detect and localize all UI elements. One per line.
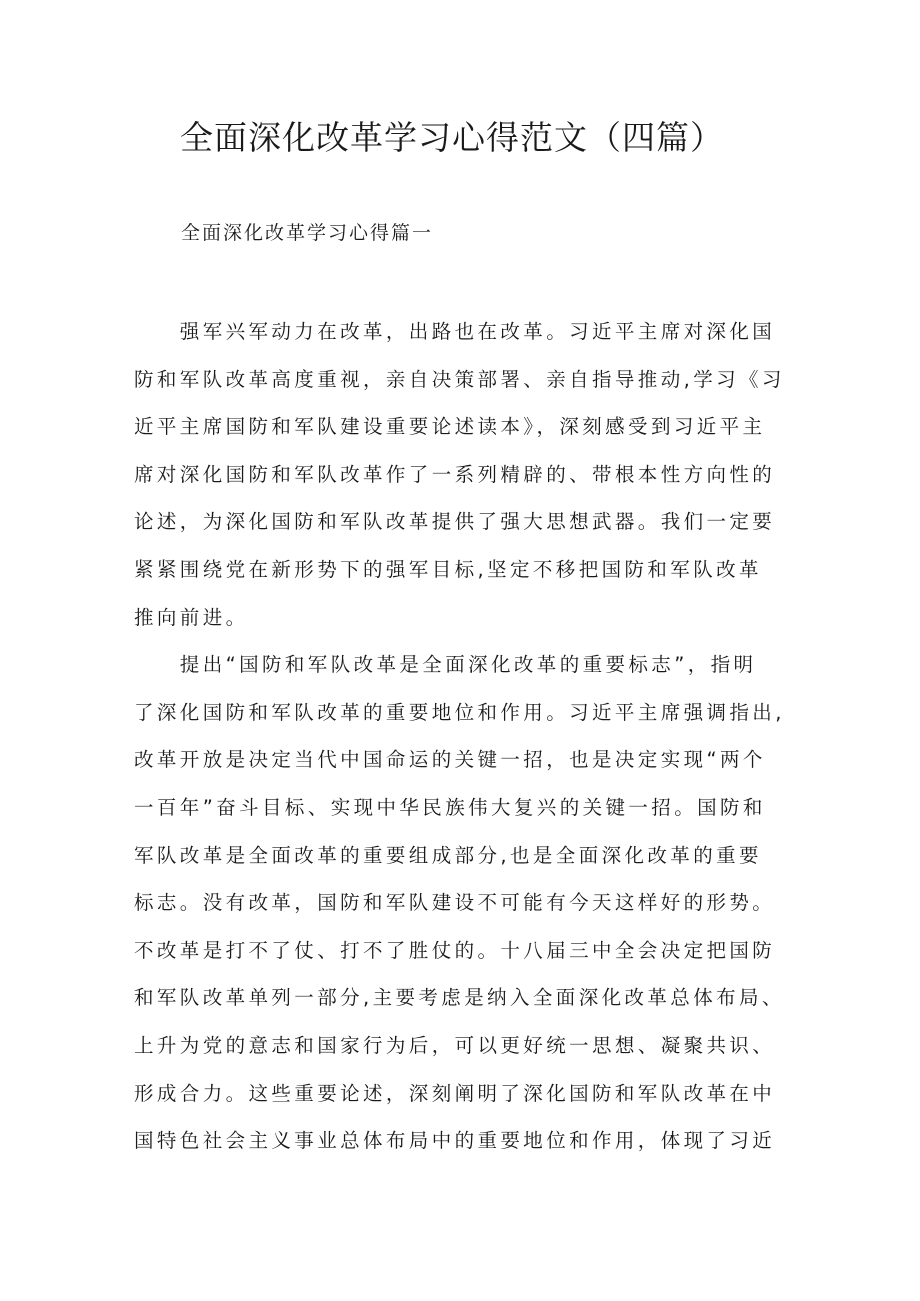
text-line: 防和军队改革高度重视，亲自决策部署、亲自指导推动,学习《习 bbox=[134, 367, 785, 391]
paragraph-2 bbox=[134, 641, 814, 1165]
text-line: 和军队改革单列一部分,主要考虑是纳入全面深化改革总体布局、 bbox=[134, 986, 785, 1010]
text-line: 不改革是打不了仗、打不了胜仗的。十八届三中全会决定把国防 bbox=[134, 938, 776, 962]
text-line: 军队改革是全面改革的重要组成部分,也是全面深化改革的重要 bbox=[134, 843, 762, 867]
text-line: 强军兴军动力在改革，出路也在改革。习近平主席对深化国 bbox=[134, 320, 776, 343]
document-body bbox=[134, 308, 814, 1165]
text-line: 国特色社会主义事业总体布局中的重要地位和作用，体现了习近 bbox=[134, 1129, 776, 1153]
text-line: 席对深化国防和军队改革作了一系列精辟的、带根本性方向性的 bbox=[134, 462, 776, 486]
text-line: 推向前进。 bbox=[134, 605, 249, 629]
section-heading: 全面深化改革学习心得篇一 bbox=[181, 222, 434, 244]
text-line: 了深化国防和军队改革的重要地位和作用。习近平主席强调指出, bbox=[134, 700, 785, 724]
text-line: 改革开放是决定当代中国命运的关键一招，也是决定实现“两个 bbox=[134, 748, 766, 772]
text-line: 近平主席国防和军队建设重要论述读本》，深刻感受到习近平主 bbox=[134, 415, 766, 439]
text-line: 论述，为深化国防和军队改革提供了强大思想武器。我们一定要 bbox=[134, 510, 776, 534]
text-line: 紧紧围绕党在新形势下的强军目标,坚定不移把国防和军队改革 bbox=[134, 557, 762, 581]
document-title: 全面深化改革学习心得范文（四篇） bbox=[180, 118, 724, 157]
text-line: 提出“国防和军队改革是全面深化改革的重要标志”，指明 bbox=[134, 653, 757, 677]
paragraph-1 bbox=[134, 308, 814, 641]
text-line: 一百年”奋斗目标、实现中华民族伟大复兴的关键一招。国防和 bbox=[134, 795, 766, 819]
text-line: 形成合力。这些重要论述，深刻阐明了深化国防和军队改革在中 bbox=[134, 1081, 776, 1105]
text-line: 上升为党的意志和国家行为后，可以更好统一思想、凝聚共识、 bbox=[134, 1033, 776, 1057]
text-line: 标志。没有改革，国防和军队建设不可能有今天这样好的形势。 bbox=[134, 891, 776, 915]
